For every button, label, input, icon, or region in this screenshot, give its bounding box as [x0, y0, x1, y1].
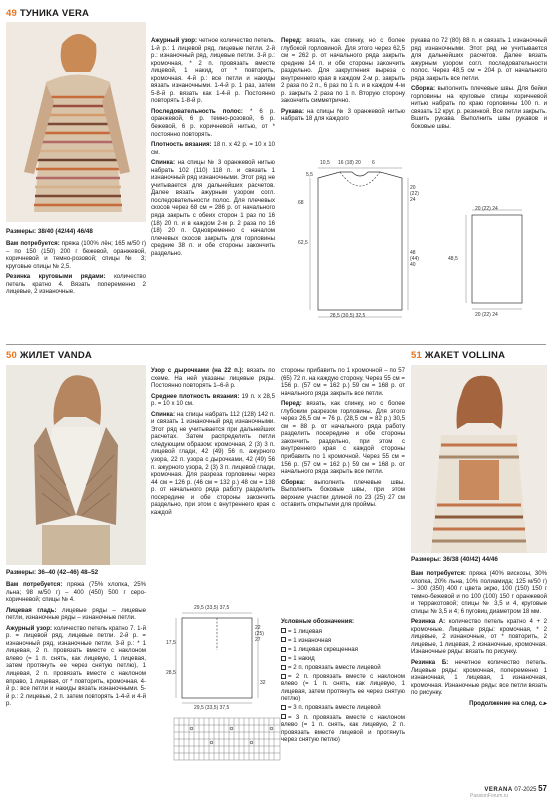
label-assembly: Сборка: — [281, 478, 305, 486]
section-number: 51 — [411, 350, 422, 361]
text-rib-a: количество петель кратно 4 + 2 кромочные. Лицевые ряды: кромочная, * 2 лицевые, 2 изнаночные, от * повторить, 2 лицевые, 1 лицевая, 2 изнаночные, кромочная. Изнаночные ряды: вязать по рисунку. — [411, 618, 547, 656]
label-rib: Резинка круговыми рядами: — [6, 273, 106, 281]
text-back: на спицы набрать 112 (128) 142 п. и связать 1 изнаночный ряд изнаночными. Этот ряд не учитывается при дальнейших расчетах. Затем распределить петли следующим образом: кромочная, 2 (3) 3 п. лицевой глади, 42 (49) 56 п. ажурного узора, 22 п. узора с дырочками, 42 (49) 56 п. ажурного узора, 2 (3) 3 п. лицевой глади, кромочная. Для разреза горловины через 44 см = 126 р. (46 см = 132 р.) 48 см = 138 р. от начального ряда работу разделить посередине и обе стороны закончить раздельно, при этом с внутреннего края с каждой — [151, 410, 275, 516]
schematic-vest — [160, 608, 280, 708]
text-sleeves: на спицы № 3 оранжевой нитью набрать 18 для каждого — [281, 107, 405, 123]
legend-item: = 3 п. провязать вместе лицевой — [281, 704, 405, 712]
text-back: на спицы № 3 оранжевой нитью набрать 102 (110) 118 п. и связать 1 изнаночный ряд изнаночными. Этот ряд не учитывается для дальнейших расчетов. Далее вязать ажурным узором согл. последовательности полос. Для плечевых скосов через 68 см = 286 р. от начального ряда закрыть с обеих сторон 1 раз по 16 (18) 20 п. и в каждом 2-м р. 2 раза по 16 (18) 20 п. Одновременно с началом плечевых скосов закрыть для горловины средние 38 п. и обе стороны закончить раздельно. — [151, 159, 275, 257]
label-front: Перед: — [281, 400, 302, 408]
dim-label: 68 — [298, 200, 304, 206]
text-lace: количество петель кратно 7. 1-й р. = лицевой ряд, лицевые петли. 2-й р. = изнаночный ряд, изнаночные петли. 3-й р.: * 1 лицевая, 2 п. провязать вместе с наклоном влево (= 1 п. снять, как лицевую, 1 лицевая, затем протянуть ее через снятую петлю), 1 лицевая, 2 п. провязать вместе с наклоном вправо, 1 лицевая, от * повторить, кромочная. 4-й р.: все петли и накиды вязать изнаночными. 5-й р.: 2 лицевые, 2 п. затем повторять 1-4-й и 4-й р. — [6, 624, 146, 708]
symbol-icon — [281, 637, 286, 642]
text-rib-b: нечетное количество петель. Лицевые ряды: кромочная, попеременно 1 изнаночная, 1 лицевая, 1 изнаночная, кромочная. Изнаночные ряды: все петли вязать по рисунку. — [411, 659, 547, 697]
schematic-tunic-sleeve — [462, 205, 532, 315]
text-assembly: выполнить плечевые швы. Для бейки горловины на круговые спицы коричневой нитью набрать по краю горловины 100 п. и связать 12 круг. р. резинкой. Все петли закрыть. Вшить рукава. Выполнить швы рукавов и боковые швы. — [411, 85, 547, 131]
column-49-1 — [6, 240, 146, 299]
legend-item: = 2 п. провязать вместе с наклоном влево (= 1 п. снять, как лицевую, 1 лицевая, затем протянуть ее через снятую петлю) — [281, 672, 405, 703]
text-rib: количество петель кратно 4. Вязать попеременно 2 лицевые, 2 изнаночные. — [6, 273, 146, 296]
legend-item: = 2 п. провязать вместе лицевой — [281, 664, 405, 672]
stitch-chart — [172, 716, 282, 766]
legend-item: = 1 накид — [281, 655, 405, 663]
dim-label: 48,5 — [448, 256, 458, 262]
legend-item: = 1 лицевая — [281, 628, 405, 636]
text-stripes: * 6 р. оранжевой, 6 р. темно-розовой, 6 р. бежевой, 6 р. коричневой нитью, от * постоянно повторять. — [151, 107, 276, 138]
column-50-2 — [151, 367, 275, 519]
dim-label: 6 — [372, 160, 375, 166]
column-51 — [411, 570, 547, 710]
page-number: 57 — [538, 784, 547, 793]
text-materials: пряжа (100% лён; 165 м/50 г) – по 150 (150) 200 г бежевой, оранжевой, коричневой и темно-розовой; спицы № 3; круговые спицы № 2,5. — [6, 240, 147, 270]
text-lace: четное количество петель. 1-й р.: 1 лицевой ряд, лицевые петли. 2-й р.: изнаночный ряд, лицевые петли. 3-й р.: кромочная, * 2 п. провязать вместе лицевой, 1 накид, от * повторить, кромочная. 4-й р.: все петли и накиды вязать изнаночными. 1-4-й р. 1 раз, затем 5-8-й р. вязать как 1-4-й р. Постоянно повторять 1-8-й р. — [151, 37, 275, 105]
label-materials: Вам потребуется: — [6, 240, 60, 247]
label-assembly: Сборка: — [411, 85, 435, 93]
symbol-icon — [281, 674, 286, 679]
symbol-icon — [281, 628, 286, 633]
section-title-text: ТУНИКА VERA — [19, 8, 90, 19]
legend-title: Условные обозначения: — [281, 618, 355, 625]
symbol-icon — [281, 714, 286, 719]
label-materials: Вам потребуется: — [6, 581, 63, 588]
model-photo-tunic — [6, 22, 146, 222]
label-gauge: Среднее плотность вязания: — [151, 392, 240, 400]
section-49-title — [6, 8, 89, 20]
text-front: вязать, как спинку, но с более глубокой горловиной. Для этого через 62,5 см = 262 р. от начального ряда закрыть средние 14 п. и обе стороны закончить раздельно. Для закругления вырезa с внутреннего края в каждом 2-м р. закрыть 2 раза по 2 п., 6 раз по 1 п. и в каждом 4-м р. закрыть 2 раза по 1 п. Вторую сторону закончить симметрично. — [281, 37, 405, 105]
text-gauge: 18 п. x 42 р. = 10 x 10 см. — [151, 141, 276, 156]
label-lace: Ажурный узор: — [151, 37, 198, 44]
text-sleeves-cont: рукава по 72 (80) 88 п. и связать 1 изнаночный ряд изнаночными. Этот ряд не учитывается для дальнейших расчетов. Далее вязать ажурным узором согл. последовательности полос. Через 48,5 см = 204 р. от начального ряда закрыть все петли. — [411, 37, 547, 82]
text-eyelet: вязать по схеме. На ней указаны лицевые ряды. Постоянно повторять 1–6-й р. — [151, 367, 276, 390]
label-stripes: Последовательность полос: — [151, 107, 243, 115]
label-rib-b: Резинка Б: — [411, 659, 449, 667]
dim-label: 32 — [260, 680, 266, 686]
legend-item: = 1 лицевая скрещенная — [281, 646, 405, 654]
dim-label: 48 (44) 40 — [410, 250, 419, 269]
model-photo-jacket — [411, 365, 547, 553]
text-materials: пряжа (75% хлопка, 25% льна; 98 м/50 г) – 400 (450) 500 г серо-коричневой; спицы № 4. — [6, 581, 147, 604]
label-back: Спинка: — [151, 159, 175, 167]
sizes-50: Размеры: 36–40 (42–46) 48–52 — [6, 569, 99, 576]
symbol-icon — [281, 705, 286, 710]
section-51-title — [411, 350, 505, 362]
dim-label: 10,5 — [320, 160, 330, 166]
column-50-3 — [281, 367, 405, 512]
schematic-tunic-body — [300, 160, 420, 325]
column-49-4 — [411, 37, 547, 134]
dim-label: 28,5 — [166, 670, 176, 676]
issue-number: 07-2025 — [514, 787, 537, 793]
column-49-3 — [281, 37, 405, 126]
section-number: 49 — [6, 8, 17, 19]
continued-note: Продолжение на след. с.▸ — [469, 699, 547, 707]
section-number: 50 — [6, 350, 17, 361]
text-gauge: 19 п. x 28,5 р. = 10 x 10 см. — [151, 392, 275, 408]
dim-label: 29,5 (33,5) 37,5 — [194, 605, 230, 611]
label-sleeves: Рукава: — [281, 107, 304, 115]
label-lace: Ажурный узор: — [6, 624, 53, 632]
label-gauge: Плотность вязания: — [151, 141, 212, 149]
text-front: вязать, как спинку, но с более глубоким разрезом горловины. Для этого через 26,5 см = 76 р. (28,5 см = 82 р.) 30,5 см = 88 р. от начального ряда работу разделить посередине и обе стороны закончить раздельно, при этом с внутреннего края с каждой стороны прибавить по 1 кромочной. Через 55 см = 156 р. (57 см = 162 р.) 59 см = 168 р. от начального ряда закрыть все петли. — [281, 400, 405, 476]
symbol-icon — [281, 665, 286, 670]
section-50-title — [6, 350, 92, 362]
model-photo-vest — [6, 365, 146, 565]
legend — [281, 618, 405, 745]
text-materials: пряжа (40% вискозы, 30% хлопка, 20% льна, 10% полиамида; 125 м/50 г) – 300 (350) 400 г цвета экрю, 100 (150) 150 г темно-бежевой и по 100 (100) 150 г оранжевой и терракотовой; спицы № 3,5 и 4, круговые спицы № 3,5 и 4; 6 пуговиц диаметром 18 мм. — [411, 570, 547, 615]
watermark: PassionForum.ru — [470, 793, 509, 799]
label-stockinette: Лицевая гладь: — [6, 606, 57, 614]
dim-label: 20 (22) 24 — [475, 312, 498, 318]
dim-label: 16 (18) 20 — [338, 160, 361, 166]
column-50-1 — [6, 581, 146, 711]
label-back: Спинка: — [151, 410, 175, 418]
dim-label: 62,5 — [298, 240, 308, 246]
section-title-text: ЖИЛЕТ VANDA — [19, 350, 92, 361]
text-stockinette: лицевые ряды – лицевые петли, изнаночные ряды – изнаночные петли. — [6, 606, 146, 622]
dim-label: 20 (22) 24 — [475, 206, 498, 212]
divider — [6, 344, 546, 345]
text-assembly: выполнить плечевые швы. Выполнить боковые швы, при этом верхние участки длиной по 23 (25) 27 см оставить открытыми для проймы. — [281, 478, 405, 509]
sizes-51: Размеры: 36/38 (40/42) 44/46 — [411, 556, 498, 563]
magazine-brand: VERANA — [484, 787, 513, 793]
label-materials: Вам потребуется: — [411, 570, 466, 577]
dim-label: 17,5 — [166, 640, 176, 646]
symbol-icon — [281, 647, 286, 652]
dim-label: 5,5 — [306, 172, 313, 178]
text-back-cont: стороны прибавить по 1 кромочной – по 57 (65) 72 п. на каждую сторону. Через 55 см = 156 р. (57 см = 162 р.) 59 см = 168 р. от начального ряда закрыть все петли. — [281, 367, 405, 397]
dim-label: 20 (22) 24 — [410, 185, 419, 204]
label-rib-a: Резинка А: — [411, 618, 446, 626]
sizes-49: Размеры: 38/40 (42/44) 46/48 — [6, 228, 93, 235]
column-49-2 — [151, 37, 275, 260]
symbol-icon — [281, 656, 286, 661]
label-front: Перед: — [281, 37, 302, 44]
legend-item: = 1 изнаночная — [281, 637, 405, 645]
dim-label: 28,5 (30,5) 32,5 — [330, 313, 366, 319]
section-title-text: ЖАКЕТ VOLLINA — [424, 350, 506, 361]
dim-label: 29,5 (33,5) 37,5 — [194, 705, 230, 711]
label-eyelet: Узор с дырочками (на 22 п.): — [151, 367, 244, 374]
dim-label: 22 (25) 27 — [255, 625, 264, 644]
legend-item: = 3 п. провязать вместе с наклоном влево (= 1 п. снять, как лицевую, 2 п. провязать вместе лицевой и протянуть через снятую петлю) — [281, 713, 405, 744]
